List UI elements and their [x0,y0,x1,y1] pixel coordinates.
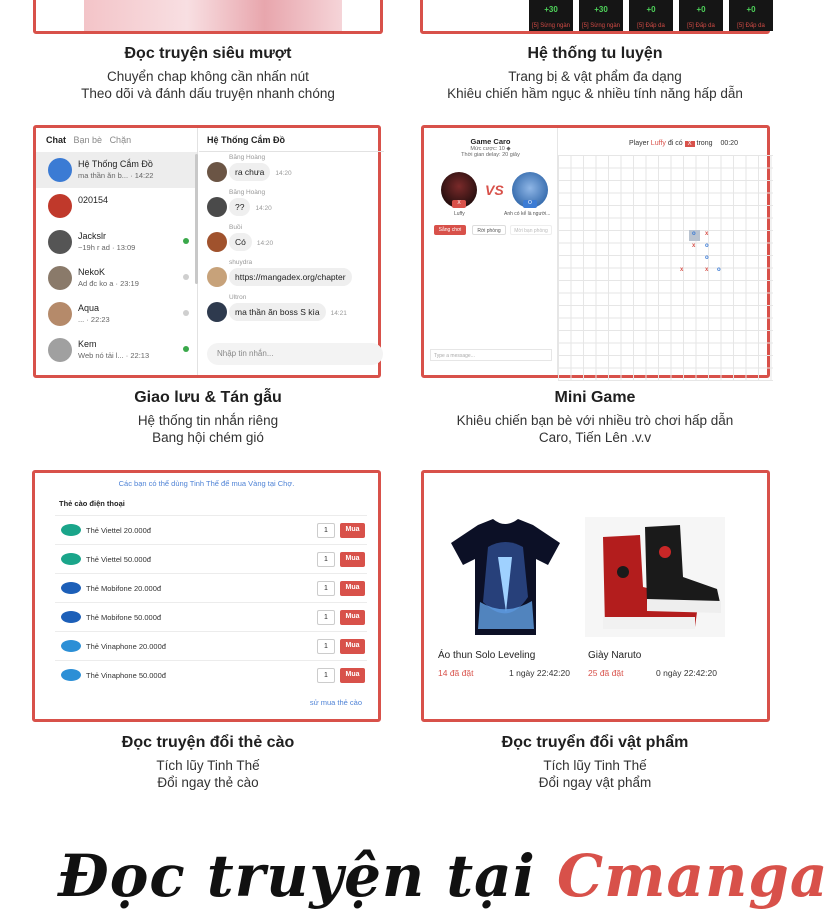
feature-caption-minigame [415,389,775,446]
board-mark-x: x [692,243,696,249]
player-two-piece: O [523,200,537,208]
skill-label: [5] Đấp da [637,23,665,29]
caro-message-input[interactable]: Type a message... [430,349,552,361]
buy-button[interactable]: Mua [340,639,365,654]
status-suffix: trong [696,140,713,147]
feature-line: Tích lũy Tinh Thế [543,758,647,773]
buy-button[interactable]: Mua [340,610,365,625]
feature-caption-chat [28,389,388,446]
item-name: Giày Naruto [588,650,642,661]
contact-list [36,152,197,368]
message-sender: Buồi [229,224,243,231]
shop-heading: Thẻ cào điện thoại [59,499,125,508]
message-bubble: ?? [229,198,250,216]
player-one-name: Luffy [454,211,465,217]
feature-title: Đọc truyện đổi thẻ cào [121,734,295,751]
avatar [207,197,227,217]
caro-bet: Mức cược: 10 ◆ [470,146,511,152]
avatar [48,230,72,254]
reader-preview-card [33,0,383,34]
caro-board[interactable] [558,155,773,381]
feature-title: Giao lưu & Tán gẫu [134,389,282,406]
chat-conversation [199,128,384,375]
skill-label: [5] Đấp da [687,23,715,29]
caro-side-panel [424,128,558,375]
feature-caption-reader [28,45,388,102]
caro-title: Game Caro [470,137,511,146]
online-status-dot [183,310,189,316]
conversation-title: Hệ Thống Cắm Đồ [199,128,384,152]
card-product-row [55,573,367,602]
message-bubble: Có [229,233,252,251]
message-line [229,161,384,181]
feature-title: Hệ thống tu luyện [527,45,663,62]
status-piece: X [685,141,695,147]
item-countdown: 0 ngày 22:42:20 [656,668,717,678]
feature-line: Khiêu chiến bạn bè với nhiều trò chơi hấp dẫn [456,413,734,428]
avatar [48,338,72,362]
skill-label: [5] Đấp da [737,23,765,29]
quantity-input[interactable]: 1 [317,639,335,654]
card-name: Thẻ Viettel 20.000đ [86,526,151,535]
message-bubble: ma thần ăn boss S kìa [229,303,326,321]
contact-item[interactable] [36,224,197,260]
feature-line: Bang hội chém gió [152,430,264,445]
tshirt-image[interactable] [448,517,563,637]
naruto-shoes-image[interactable] [585,517,725,637]
tab-chat[interactable]: Chat [46,135,66,145]
card-product-row [55,631,367,660]
skill-bonus: +0 [746,5,756,14]
message-sender: Ultron [229,294,247,301]
online-status-dot [183,274,189,280]
player-one-piece: X [452,200,466,208]
message-line [229,301,384,321]
avatar [48,266,72,290]
contact-scrollbar[interactable] [195,154,198,284]
quantity-input[interactable]: 1 [317,552,335,567]
caro-delay: Thời gian delay: 20 giây [461,152,520,158]
board-mark-o: o [705,243,709,249]
feature-line: Chuyển chap không cần nhấn nút [107,69,309,84]
card-name: Thẻ Mobifone 20.000đ [86,584,162,593]
chat-message [199,187,384,222]
avatar [207,302,227,322]
quantity-input[interactable]: 1 [317,610,335,625]
status-prefix: Player [629,140,649,147]
contact-name: NekoK [78,267,106,277]
board-mark-o: o [705,255,709,261]
contact-preview: Ad đc ko a · 23:19 [78,279,139,288]
board-mark-x: x [705,231,709,237]
message-input[interactable]: Nhập tin nhắn... [207,343,383,365]
card-product-row [55,602,367,631]
message-line [229,196,384,216]
purchase-history-link[interactable]: sử mua thẻ cào [309,698,362,707]
skill-slot [529,0,573,31]
message-time: 14:20 [256,240,274,247]
feature-line: Theo dõi và đánh dấu truyện nhanh chóng [81,86,335,101]
contact-item[interactable] [36,188,197,224]
viettel-logo [61,524,81,536]
skill-bonus: +0 [696,5,706,14]
message-sender: Băng Hoàng [229,154,266,161]
card-name: Thẻ Mobifone 50.000đ [86,613,162,622]
skill-slot [629,0,673,31]
feature-title: Mini Game [554,389,636,406]
feature-caption-cultivation [415,45,775,102]
contact-name: Jackslr [78,231,107,241]
quantity-input[interactable]: 1 [317,581,335,596]
buy-button[interactable]: Mua [340,523,365,538]
feature-caption-card-exchange [28,734,388,791]
contact-name: Aqua [78,303,100,313]
feature-line: Hệ thống tin nhắn riêng [137,413,279,428]
message-list [199,152,384,327]
item-exchange-preview [421,470,770,722]
skill-slot [679,0,723,31]
status-mid: đi có [667,140,683,147]
skill-bonus: +30 [544,5,558,14]
feature-line: Trang bị & vật phẩm đa dạng [508,69,682,84]
message-time: 14:20 [275,170,292,177]
card-name: Thẻ Vinaphone 50.000đ [86,671,166,680]
turn-timer: 00:20 [720,140,738,147]
feature-line: Tích lũy Tinh Thế [156,758,260,773]
feature-line: Đổi ngay vật phẩm [538,775,652,790]
chat-preview-card [33,125,381,378]
message-sender: shuydra [229,259,253,266]
message-time: 14:21 [330,310,347,317]
contact-preview: Web nó tải l... · 22:13 [78,351,150,360]
item-countdown: 1 ngày 22:42:20 [509,668,570,678]
skill-bonus: +30 [594,5,608,14]
ready-button[interactable]: Sẵng chơi [434,225,466,235]
chat-message [199,152,384,187]
contact-item[interactable] [36,260,197,296]
contact-preview: ~19h r ad · 13:09 [78,243,136,252]
contact-preview: ma thần ăn b... · 14:22 [78,171,154,180]
skill-label: [5] Sừng ngàn [581,23,621,29]
feature-title: Đọc truyển đổi vật phẩm [501,734,689,751]
chat-tabs [36,128,197,152]
player-two-name: Anh có kể là người... [504,211,551,217]
avatar [48,158,72,182]
board-mark-x: x [705,267,709,273]
item-order-count: 14 đã đặt [438,668,474,678]
manga-artwork [84,0,342,31]
skill-slot [729,0,773,31]
message-bubble: ra chưa [229,163,270,181]
message-time: 14:20 [255,205,272,212]
caro-preview-card [421,125,770,378]
shop-note: Các bạn có thể dùng Tinh Thế để mua Vàng tại Chợ. [118,479,295,488]
card-product-row [55,544,367,573]
feature-caption-item-exchange [415,734,775,791]
avatar [207,267,227,287]
versus-label: VS [485,182,504,198]
buy-button[interactable]: Mua [340,552,365,567]
avatar [207,162,227,182]
message-line [229,231,384,251]
feature-title: Đọc truyện siêu mượt [124,45,292,62]
leave-room-button[interactable]: Rời phòng [472,225,506,235]
item-order-count: 25 đã đặt [588,668,624,678]
avatar [48,194,72,218]
buy-button[interactable]: Mua [340,581,365,596]
chat-message [199,257,384,292]
card-name: Thẻ Vinaphone 20.000đ [86,642,166,651]
contact-name: Kem [78,339,97,349]
chat-message [199,222,384,257]
mobifone-logo [61,611,81,623]
invite-button[interactable]: Mời bạn phòng [510,225,552,235]
status-player: Luffy [650,140,666,147]
item-name: Áo thun Solo Leveling [438,650,536,661]
card-product-row [55,660,367,689]
card-product-row [55,515,367,544]
quantity-input[interactable]: 1 [317,668,335,683]
card-name: Thẻ Viettel 50.000đ [86,555,151,564]
vinaphone-logo [61,669,81,681]
cultivation-preview-card [420,0,770,34]
feature-line: Khiêu chiến hầm ngục & nhiều tính năng hấp dẫn [447,86,743,101]
quantity-input[interactable]: 1 [317,523,335,538]
contact-preview: ... · 22:23 [78,315,110,324]
chat-contact-panel [36,128,198,375]
online-status-dot [183,238,189,244]
avatar [207,232,227,252]
avatar [48,302,72,326]
contact-item[interactable] [36,296,197,332]
chat-message [199,292,384,327]
online-status-dot [183,346,189,352]
footer-text: Đọc truyện tại [58,842,536,910]
board-mark-o: o [717,267,721,273]
skill-bonus: +0 [646,5,656,14]
board-mark-x: x [680,267,684,273]
message-line [229,266,384,286]
board-mark-o: o [692,231,696,237]
buy-button[interactable]: Mua [340,668,365,683]
message-sender: Băng Hoàng [229,189,266,196]
tab-blocked[interactable]: Chặn [109,135,132,145]
feature-line: Caro, Tiến Lên .v.v [538,430,652,445]
contact-name: 020154 [78,195,109,205]
vinaphone-logo [61,640,81,652]
footer-brand: Cmanga [556,842,828,910]
contact-item[interactable] [36,152,197,188]
card-shop-preview [32,470,381,722]
footer-slogan [58,842,828,910]
contact-name: Hệ Thống Cắm Đồ [78,159,153,169]
feature-line: Đổi ngay thẻ cào [157,775,259,790]
message-bubble: https://mangadex.org/chapter [229,268,352,286]
skill-label: [5] Sừng ngàn [531,23,571,29]
viettel-logo [61,553,81,565]
turn-status [629,140,738,147]
skill-slot [579,0,623,31]
mobifone-logo [61,582,81,594]
contact-item[interactable] [36,332,197,368]
tab-friends[interactable]: Bạn bè [73,135,103,145]
